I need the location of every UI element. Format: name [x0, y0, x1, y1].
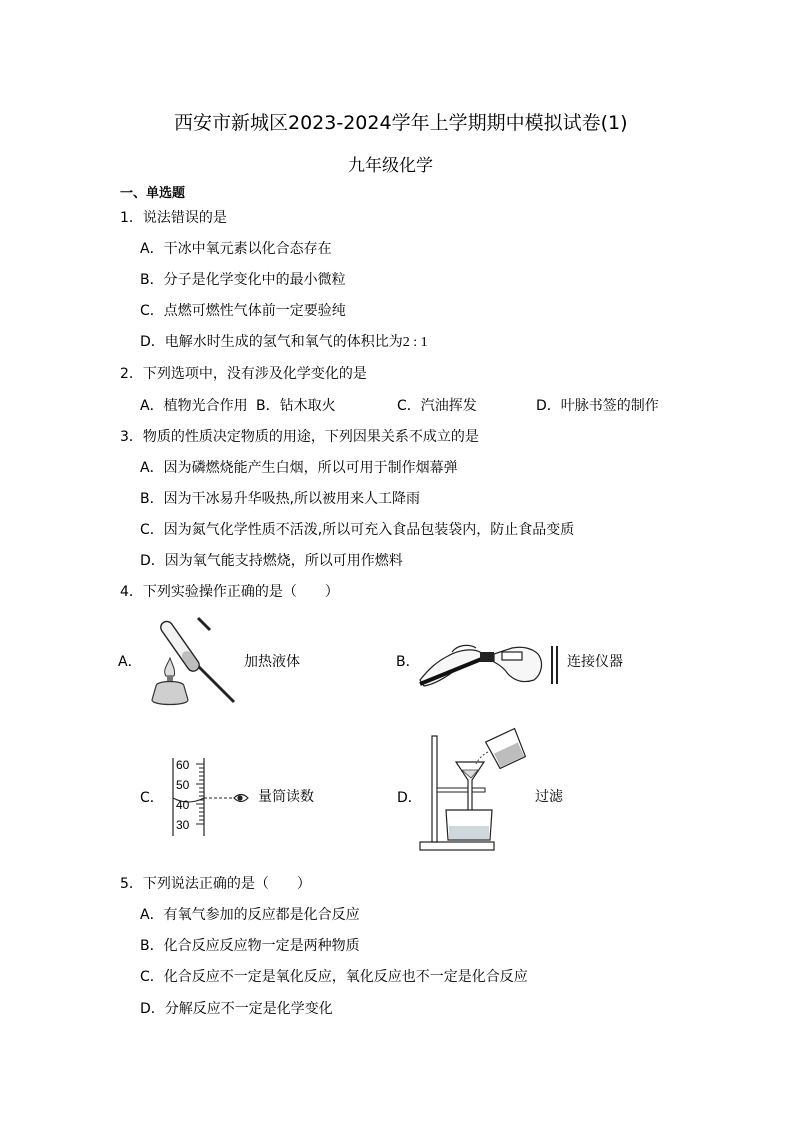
question-3-option-a: A．因为磷燃烧能产生白烟，所以可用于制作烟幕弹	[140, 460, 458, 476]
volume-ratio: 2 : 1	[402, 335, 428, 350]
scale-label-60: 60	[176, 758, 190, 772]
question-4-option-c-caption: 量筒读数	[258, 789, 314, 805]
question-2-option-d: D．叶脉书签的制作	[536, 398, 659, 414]
pouring-beaker	[486, 729, 528, 770]
exam-subtitle: 九年级化学	[348, 156, 433, 176]
question-4-option-d-letter: D．	[397, 790, 422, 806]
question-2-option-b: B．钻木取火	[256, 398, 336, 414]
scale-label-40: 40	[176, 798, 190, 812]
question-2-option-a: A．植物光合作用	[140, 398, 248, 414]
section-heading: 一、单选题	[120, 186, 186, 201]
question-1-option-d-text: D．电解水时生成的氢气和氧气的体积比为	[140, 334, 403, 350]
scale-label-50: 50	[176, 778, 190, 792]
question-2-option-c: C．汽油挥发	[397, 398, 477, 414]
question-5-option-c: C．化合反应不一定是氧化反应，氧化反应也不一定是化合反应	[140, 969, 528, 985]
cylinder-ticks	[196, 764, 204, 824]
question-1-option-d	[140, 331, 428, 351]
question-4-option-a-caption: 加热液体	[244, 654, 300, 670]
scale-label-30: 30	[176, 818, 190, 832]
question-1-option-b: B．分子是化学变化中的最小微粒	[140, 272, 346, 288]
exam-title: 西安市新城区2023-2024学年上学期期中模拟试卷(1)	[174, 112, 628, 134]
question-5-option-a: A．有氧气参加的反应都是化合反应	[140, 907, 360, 923]
question-4-option-d-caption: 过滤	[535, 789, 563, 805]
filtration-figure	[418, 730, 530, 856]
question-5-stem: 5．下列说法正确的是（ ）	[120, 876, 311, 892]
test-tube	[158, 619, 201, 673]
question-1-stem: 1．说法错误的是	[120, 210, 227, 226]
question-4-option-b-caption: 连接仪器	[567, 654, 623, 670]
question-3-option-d: D．因为氧气能支持燃烧，所以可用作燃料	[140, 553, 403, 569]
flame	[165, 658, 175, 676]
stand-base	[420, 842, 494, 850]
connector	[502, 652, 522, 660]
stand-rod	[432, 736, 437, 842]
iron-ring	[437, 788, 485, 792]
question-1-option-a: A．干冰中氧元素以化合态存在	[140, 241, 332, 257]
connecting-instruments-figure	[418, 640, 564, 686]
alcohol-lamp	[152, 682, 188, 705]
question-3-stem: 3．物质的性质决定物质的用途，下列因果关系不成立的是	[120, 429, 479, 445]
question-4-option-a-letter: A．	[118, 654, 142, 670]
funnel	[456, 762, 484, 812]
heating-liquid-figure	[148, 612, 240, 708]
rubber-tube	[480, 652, 494, 662]
question-3-option-b: B．因为干冰易升华吸热,所以被用来人工降雨	[140, 491, 421, 507]
question-4-option-b-letter: B．	[396, 654, 420, 670]
question-5-option-d: D．分解反应不一定是化学变化	[140, 1001, 333, 1017]
question-3-option-c: C．因为氮气化学性质不活泼,所以可充入食品包装袋内，防止食品变质	[140, 522, 575, 538]
question-1-option-c: C．点燃可燃性气体前一定要验纯	[140, 303, 346, 319]
question-2-stem: 2．下列选项中，没有涉及化学变化的是	[120, 366, 367, 382]
question-4-option-c-letter: C．	[140, 790, 164, 806]
question-4-stem: 4．下列实验操作正确的是（ ）	[120, 584, 339, 600]
question-5-option-b: B．化合反应反应物一定是两种物质	[140, 938, 360, 954]
